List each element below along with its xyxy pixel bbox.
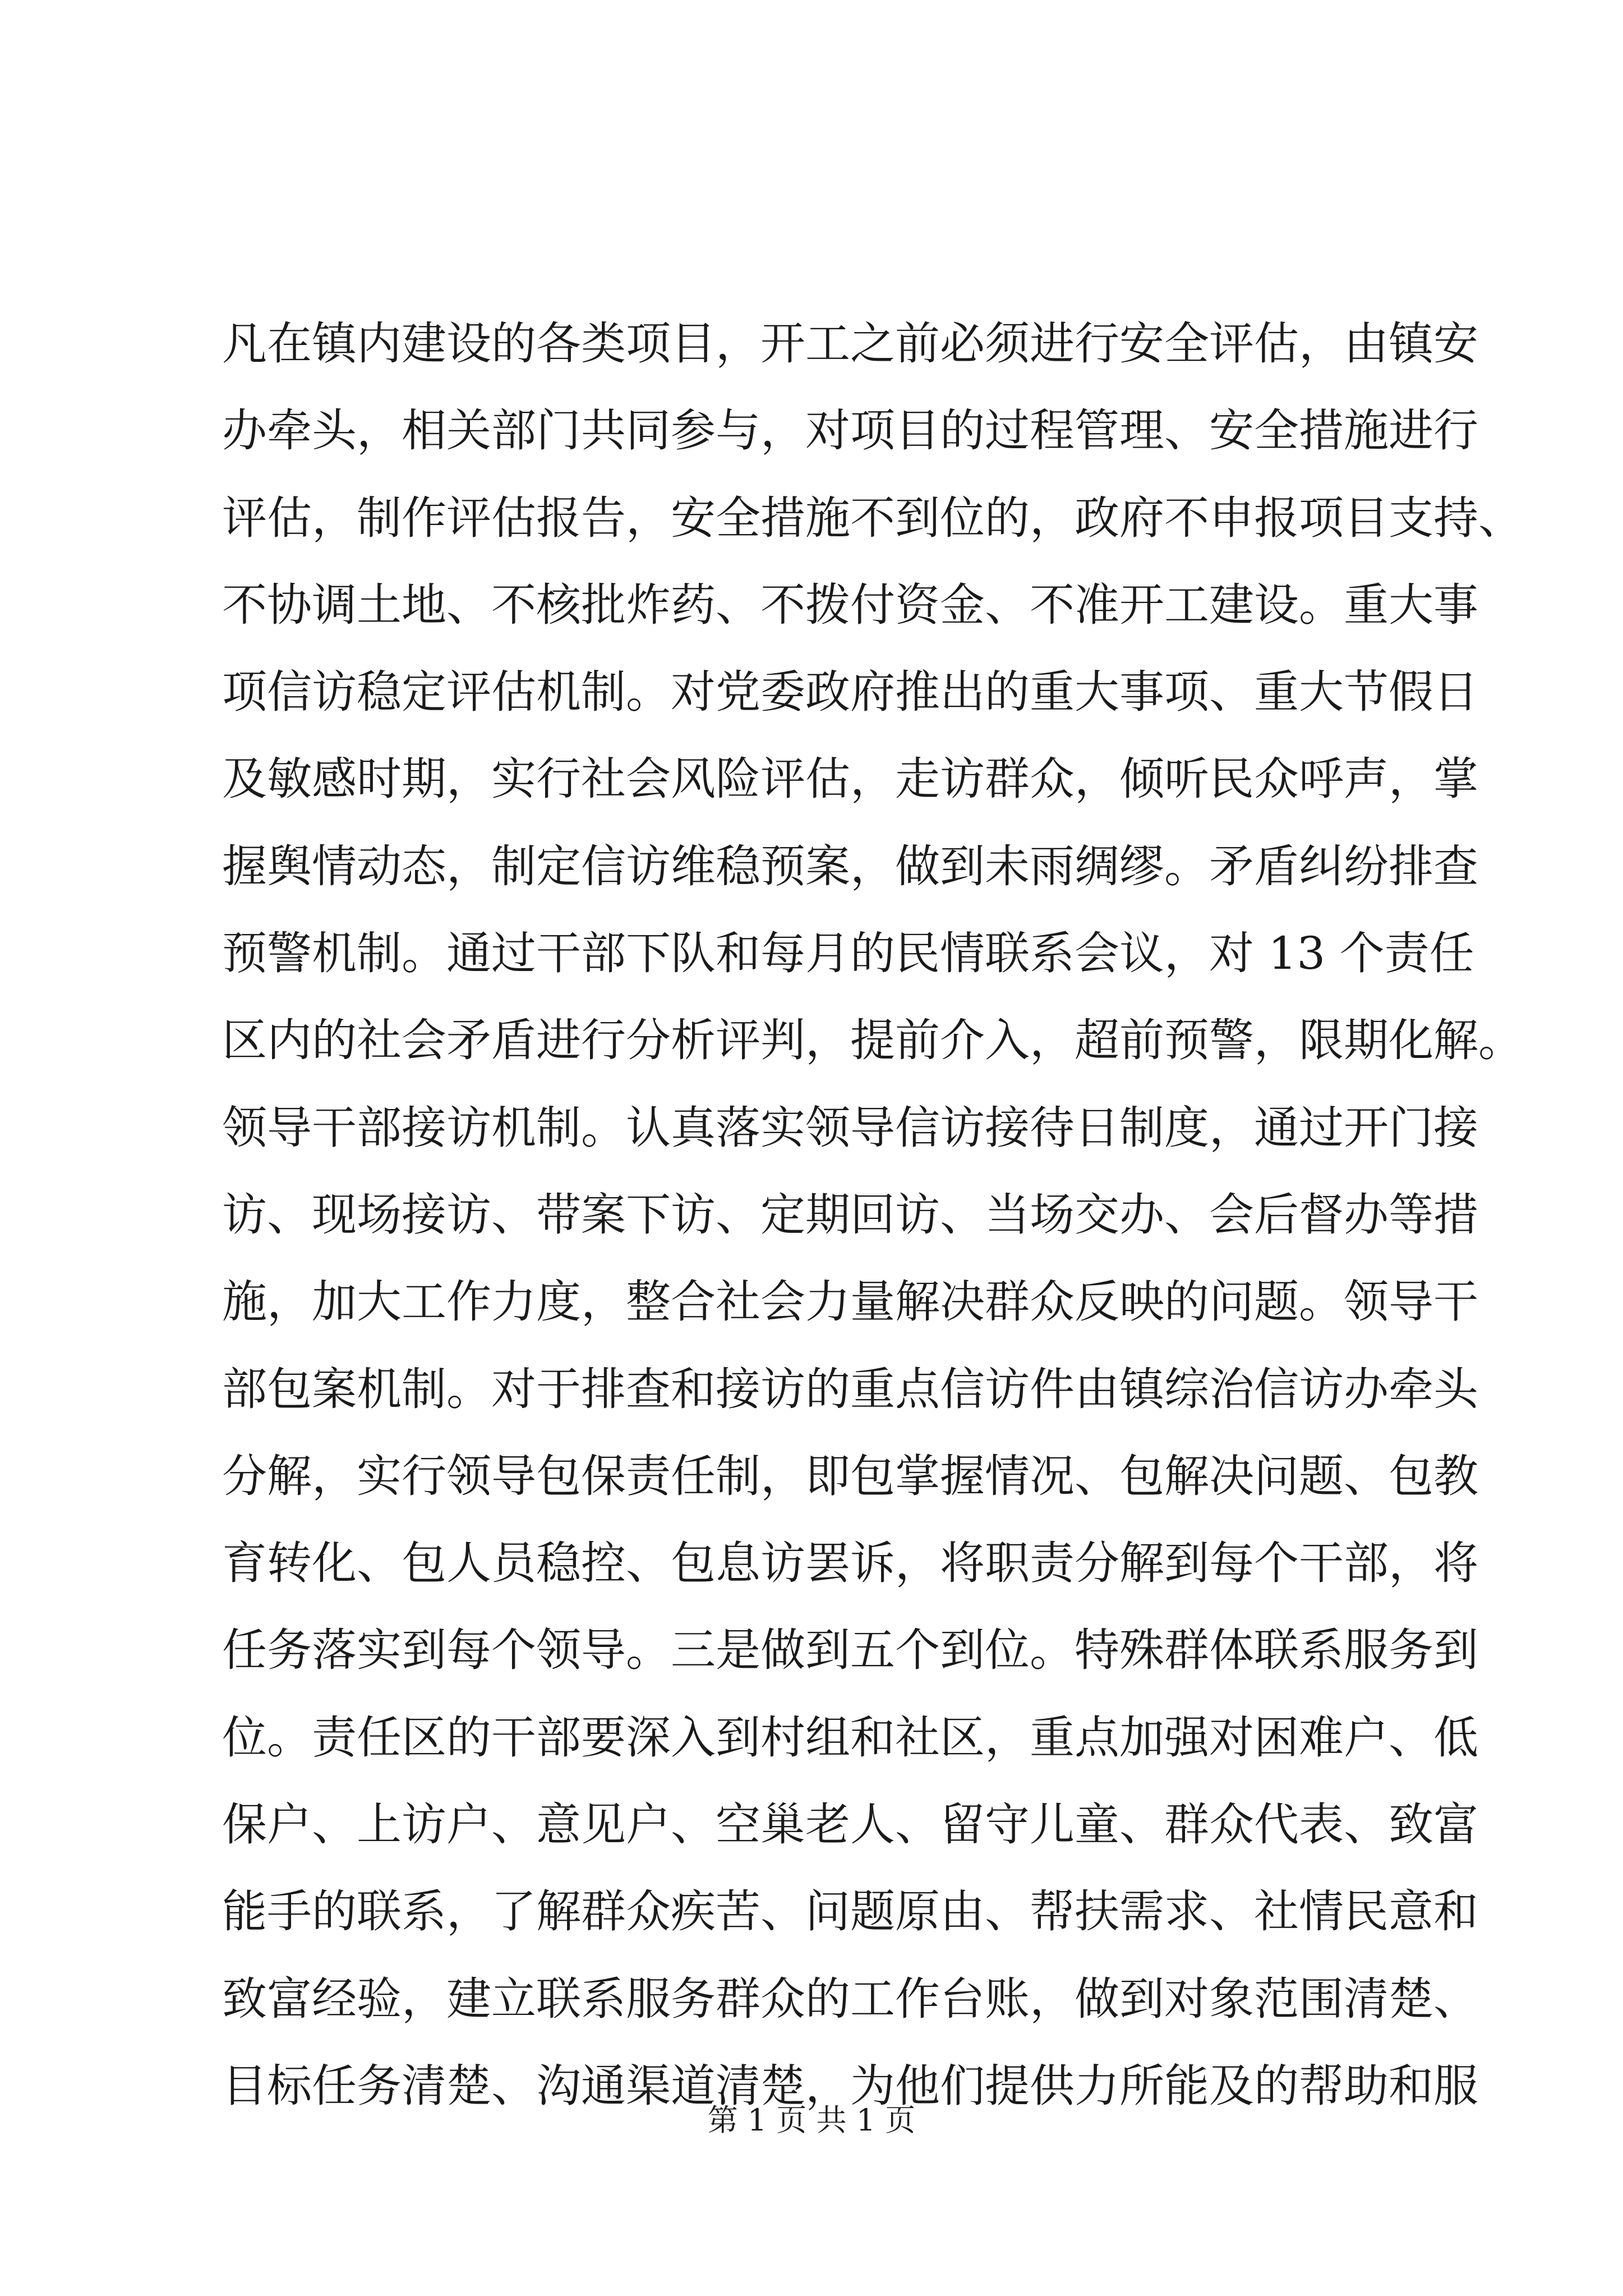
text-line: 不协调土地、不核批炸药、不拨付资金、不准开工建设。重大事 <box>222 578 1478 631</box>
text-line: 握舆情动态，制定信访维稳预案，做到未雨绸缪。矛盾纠纷排查 <box>222 840 1478 892</box>
text-line: 区内的社会矛盾进行分析评判，提前介入，超前预警，限期化解。 <box>222 1014 1523 1067</box>
text-line: 施，加大工作力度，整合社会力量解决群众反映的问题。领导干 <box>222 1276 1478 1328</box>
text-line: 分解，实行领导包保责任制，即包掌握情况、包解决问题、包教 <box>222 1450 1478 1502</box>
text-line: 项信访稳定评估机制。对党委政府推出的重大事项、重大节假日 <box>222 666 1478 719</box>
text-line: 评估，制作评估报告，安全措施不到位的，政府不申报项目支持、 <box>222 491 1523 544</box>
text-line: 办牵头，相关部门共同参与，对项目的过程管理、安全措施进行 <box>222 404 1478 457</box>
body-text <box>222 300 1523 2129</box>
text-line: 能手的联系，了解群众疾苦、问题原由、帮扶需求、社情民意和 <box>222 1885 1478 1938</box>
text-line: 访、现场接访、带案下访、定期回访、当场交办、会后督办等措 <box>222 1188 1478 1241</box>
text-line: 领导干部接访机制。认真落实领导信访接待日制度，通过开门接 <box>222 1101 1478 1154</box>
text-line: 预警机制。通过干部下队和每月的民情联系会议，对 13 个责任 <box>222 927 1474 980</box>
page-footer <box>0 2101 1623 2140</box>
text-line: 位。责任区的干部要深入到村组和社区，重点加强对困难户、低 <box>222 1711 1478 1764</box>
text-line: 致富经验，建立联系服务群众的工作台账，做到对象范围清楚、 <box>222 1972 1478 2025</box>
text-line: 保户、上访户、意见户、空巢老人、留守儿童、群众代表、致富 <box>222 1798 1478 1851</box>
text-line: 育转化、包人员稳控、包息访罢诉，将职责分解到每个干部，将 <box>222 1537 1478 1590</box>
text-line: 任务落实到每个领导。三是做到五个到位。特殊群体联系服务到 <box>222 1624 1478 1677</box>
text-line: 目标任务清楚、沟通渠道清楚，为他们提供力所能及的帮助和服 <box>222 2059 1478 2112</box>
text-line: 及敏感时期，实行社会风险评估，走访群众，倾听民众呼声，掌 <box>222 753 1478 806</box>
text-line: 凡在镇内建设的各类项目，开工之前必须进行安全评估，由镇安 <box>222 318 1478 370</box>
page-number-label: 第 1 页 共 1 页 <box>707 2102 916 2138</box>
text-line: 部包案机制。对于排查和接访的重点信访件由镇综治信访办牵头 <box>222 1363 1478 1415</box>
